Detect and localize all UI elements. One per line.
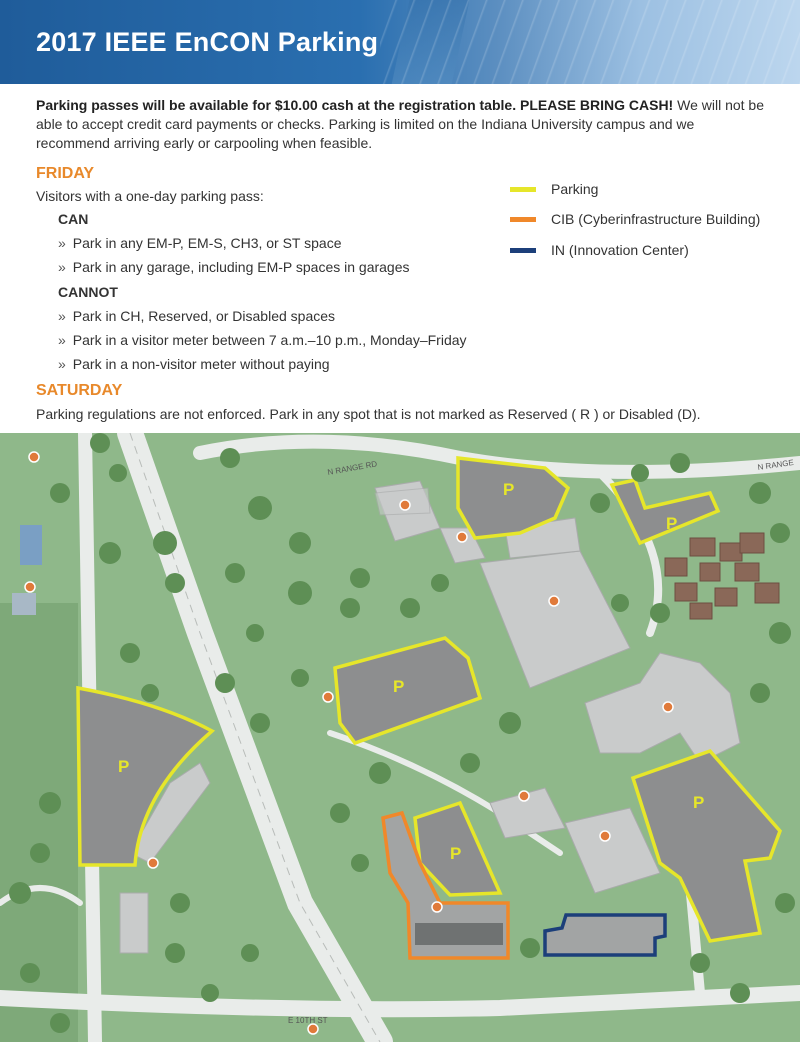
pin-icon — [323, 692, 333, 702]
parking-marker: P — [118, 757, 130, 776]
can-item: » Park in any EM-P, EM-S, CH3, or ST space — [58, 235, 341, 251]
cannot-item: » Park in a visitor meter between 7 a.m.–10 p.m., Monday–Friday — [58, 332, 467, 348]
can-label: CAN — [58, 211, 89, 227]
intro-paragraph — [36, 96, 766, 153]
header-stripes-graphic — [380, 0, 800, 84]
legend-swatch-parking — [510, 187, 536, 192]
legend-swatch-innovation — [510, 248, 536, 253]
legend-label-cib: CIB (Cyberinfrastructure Building) — [551, 211, 761, 227]
campus-map-svg — [0, 433, 800, 1042]
pin-icon — [432, 902, 442, 912]
cannot-item: » Park in CH, Reserved, or Disabled spaces — [58, 308, 335, 324]
pin-icon — [25, 582, 35, 592]
campus-map[interactable] — [0, 433, 800, 1042]
parking-marker: P — [666, 514, 678, 533]
intro-bold-text: Parking passes will be available for $10.00 cash at the registration table. PLEASE BRING CASH! — [36, 97, 674, 113]
pin-icon — [400, 500, 410, 510]
cannot-label: CANNOT — [58, 284, 118, 300]
pin-icon — [308, 1024, 318, 1034]
saturday-text: Parking regulations are not enforced. Park in any spot that is not marked as Reserved ( R ) or Disabled (D). — [36, 406, 701, 422]
pin-icon — [148, 858, 158, 868]
pin-icon — [29, 452, 39, 462]
intro-rest-text: We will not be able to accept credit card payments or checks. Parking is limited on the Indiana University campus and we recommend arriving early or carpooling when feasible. — [36, 97, 764, 151]
saturday-title: SATURDAY — [36, 382, 123, 399]
legend-label-parking: Parking — [551, 181, 599, 197]
pin-icon — [549, 596, 559, 606]
street-label-e-10th-st: E 10TH ST — [288, 1016, 328, 1025]
parking-marker: P — [693, 793, 705, 812]
legend-swatch-cib — [510, 217, 536, 222]
dorm-building-south — [120, 893, 148, 953]
cib-building-roof — [415, 923, 503, 945]
friday-visitors-text: Visitors with a one-day parking pass: — [36, 188, 264, 204]
street-label-n-range-rd: N RANGE RD — [326, 459, 378, 477]
parking-marker: P — [393, 677, 405, 696]
small-building-west — [12, 593, 36, 615]
innovation-center-building — [545, 915, 665, 955]
pin-icon — [519, 791, 529, 801]
page-title: 2017 IEEE EnCON Parking — [36, 27, 379, 57]
parking-marker: P — [503, 480, 515, 499]
legend-label-innovation: IN (Innovation Center) — [551, 242, 689, 258]
cannot-item: » Park in a non-visitor meter without paying — [58, 356, 330, 372]
parking-marker: P — [450, 844, 462, 863]
friday-title: FRIDAY — [36, 165, 95, 182]
pin-icon — [457, 532, 467, 542]
street-label-n-range: N RANGE — [757, 457, 795, 472]
pin-icon — [663, 702, 673, 712]
can-item: » Park in any garage, including EM-P spaces in garages — [58, 259, 410, 275]
solar-building — [20, 525, 42, 565]
pin-icon — [600, 831, 610, 841]
header-banner — [0, 0, 800, 84]
